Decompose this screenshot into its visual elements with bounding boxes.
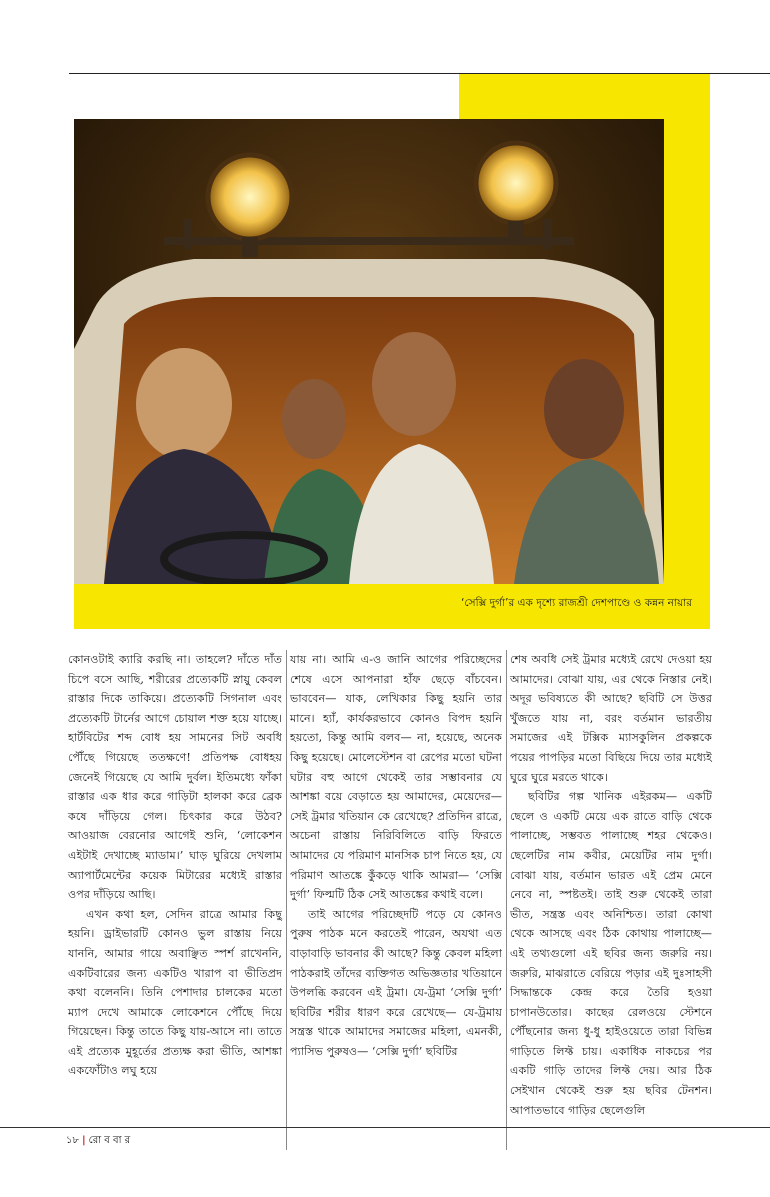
page-number: ১৮: [66, 1135, 79, 1146]
footer-separator: |: [81, 1135, 86, 1146]
paragraph: যায় না। আমি এ-ও জানি আগের পরিচ্ছেদের শেষে এসে আপনারা হাঁফ ছেড়ে বাঁচবেন। ভাববেন— যাক, লেখিকার কিছু হয়নি তার মানে। হ্যাঁ, কার্যকরভাবে কোনও বিপদ হয়নি হয়তো, কিন্তু আমি বলব— না, হয়েছে, অনেক কিছু হয়েছে। মোলেস্টেশন বা রেপের মতো ঘটনা ঘটার বহু আগে থেকেই তার সম্ভাবনার যে আশঙ্কা বয়ে বেড়াতে হয় আমাদের, মেয়েদের— সেই ট্রমার খতিয়ান কে রেখেছে? প্রতিদিন রাত্রে, অচেনা রাস্তায় নিরিবিলিতে বাড়ি ফিরতে আমাদের যে পরিমাণ মানসিক চাপ নিতে হয়, যে পরিমাণ আতঙ্কে কুঁকড়ে থাকি আমরা— ‘সেক্সি দুর্গা’ ফিল্মটি ঠিক সেই আতঙ্কের কথাই বলে।: [290, 653, 502, 902]
text-column-1: [68, 650, 282, 1081]
photo-caption: ‘সেক্সি দুর্গা’র এক দৃশ্যে রাজশ্রী দেশপাণ্ডে ও কন্নন নায়ার: [461, 597, 692, 609]
footer-rule: [0, 1127, 770, 1128]
text-column-2: [290, 650, 502, 1061]
magazine-name: রো ব বা র: [88, 1135, 131, 1146]
page-footer: [66, 1133, 130, 1150]
paragraph: শেষ অবধি সেই ট্রমার মধ্যেই রেখে দেওয়া হয় আমাদের। বোঝা যায়, এর থেকে নিস্তার নেই। অদূর ভবিষ্যতে কী আছে? ছবিটি সে উত্তর খুঁজতে যায় না, বরং বর্তমান ভারতীয় সমাজের এই টক্সিক ম্যাসকুলিন প্রকল্পকে পয়ের পাপড়ির মতো বিছিয়ে দিয়ে তার মধ্যেই ঘুরে ঘুরে মরতে থাকে।: [510, 653, 712, 784]
paragraph: ছবিটির গল্প খানিক এইরকম— একটি ছেলে ও একটি মেয়ে এক রাতে বাড়ি থেকে পালাচ্ছে, সম্ভবত পালাচ্ছে শহর থেকেও। ছেলেটির নাম কবীর, মেয়েটির নাম দুর্গা। বোঝা যায়, বর্তমান ভারত এই প্রেম মেনে নেবে না, স্পষ্টতই। তাই শুরু থেকেই তারা ভীত, সন্ত্রস্ত এবং অনিশ্চিত। তারা কোথা থেকে আসছে এবং ঠিক কোথায় পালাচ্ছে— এই তথ্যগুলো এই ছবির জন্য জরুরি নয়। জরুরি, মাঝরাতে বেরিয়ে পড়ার এই দুঃসাহসী সিদ্ধান্তকে কেন্দ্র করে তৈরি হওয়া চাপানউতোর। কাছের রেলওয়ে স্টেশনে পৌঁছনোর জন্য ধু-ধু হাইওয়েতে তারা বিভিন্ন গাড়িতে লিফ্ট চায়। একাধিক নাকচের পর একটি গাড়ি তাদের লিফ্ট দেয়। আর ঠিক সেইখান থেকেই শুরু হয় ছবির টেনশন। আপাতভাবে গাড়ির ছেলেগুলি: [510, 790, 712, 1117]
photo-illustration: [74, 119, 664, 584]
paragraph: তাই আগের পরিচ্ছেদটি পড়ে যে কোনও পুরুষ পাঠক মনে করতেই পারেন, অযথা এত বাড়াবাড়ি ভাবনার কী আছে? কিন্তু কেবল মহিলা পাঠকরাই তাঁদের ব্যক্তিগত অভিজ্ঞতার খতিয়ানে উপলব্ধি করবেন এই ট্রমা। যে-ট্রমা ‘সেক্সি দুর্গা’ ছবিটির শরীর ধারণ করে রেখেছে— যে-ট্রমায় সন্ত্রস্ত থাকে আমাদের সমাজের মহিলা, এমনকী, প্যাসিভ পুরুষও— ‘সেক্সি দুর্গা’ ছবিটির: [290, 907, 502, 1058]
film-still-photo: [74, 119, 664, 584]
column-divider: [506, 650, 507, 1150]
text-column-3: [510, 650, 712, 1120]
paragraph: এখন কথা হল, সেদিন রাত্রে আমার কিছু হয়নি। ড্রাইভারটি কোনও ভুল রাস্তায় নিয়ে যাননি, আমার গায়ে অবাঞ্ছিত স্পর্শ রাখেননি, একটিবারের জন্য একটিও খারাপ বা ভীতিপ্রদ কথা বলেননি। তিনি পেশাদার চালকের মতো ম্যাপ দেখে আমাকে লোকেশনে পৌঁছে দিয়ে গিয়েছেন। কিন্তু তাতে কিছু যায়-আসে না। তাতে এই প্রত্যেক মুহূর্তের প্রত্যক্ষ করা ভীতি, আশঙ্কা একফোঁটাও লঘু হয়ে: [68, 907, 282, 1078]
paragraph: কোনওটাই ক্যারি করছি না। তাহলে? দাঁতে দাঁত চিপে বসে আছি, শরীরের প্রত্যেকটি স্নায়ু কেবল রাস্তার দিকে তাকিয়ে। প্রত্যেকটি সিগনাল এবং প্রত্যেকটি টার্নের আগে চোয়াল শক্ত হয়ে যাচ্ছে। হার্টবিটের শব্দ বোধ হয় সামনের সিট অবধি পৌঁছে গিয়েছে ততক্ষণে! প্রতিপক্ষ বোধহয় জেনেই গিয়েছে যে আমি দুর্বল। ইতিমধ্যে ফাঁকা রাস্তার এক ধার করে গাড়িটা হালকা করে ব্রেক কষে দাঁড়িয়ে গেল। চিৎকার করে উঠব? আওয়াজ বেরনোর আগেই শুনি, ‘লোকেশন এইটাই দেখাচ্ছে ম্যাডাম।’ ঘাড় ঘুরিয়ে দেখলাম অ্যাপার্টমেন্টের কয়েক মিটারের মধ্যেই রাস্তার ওপর দাঁড়িয়ে আছি।: [68, 653, 282, 902]
column-divider: [286, 650, 287, 1150]
